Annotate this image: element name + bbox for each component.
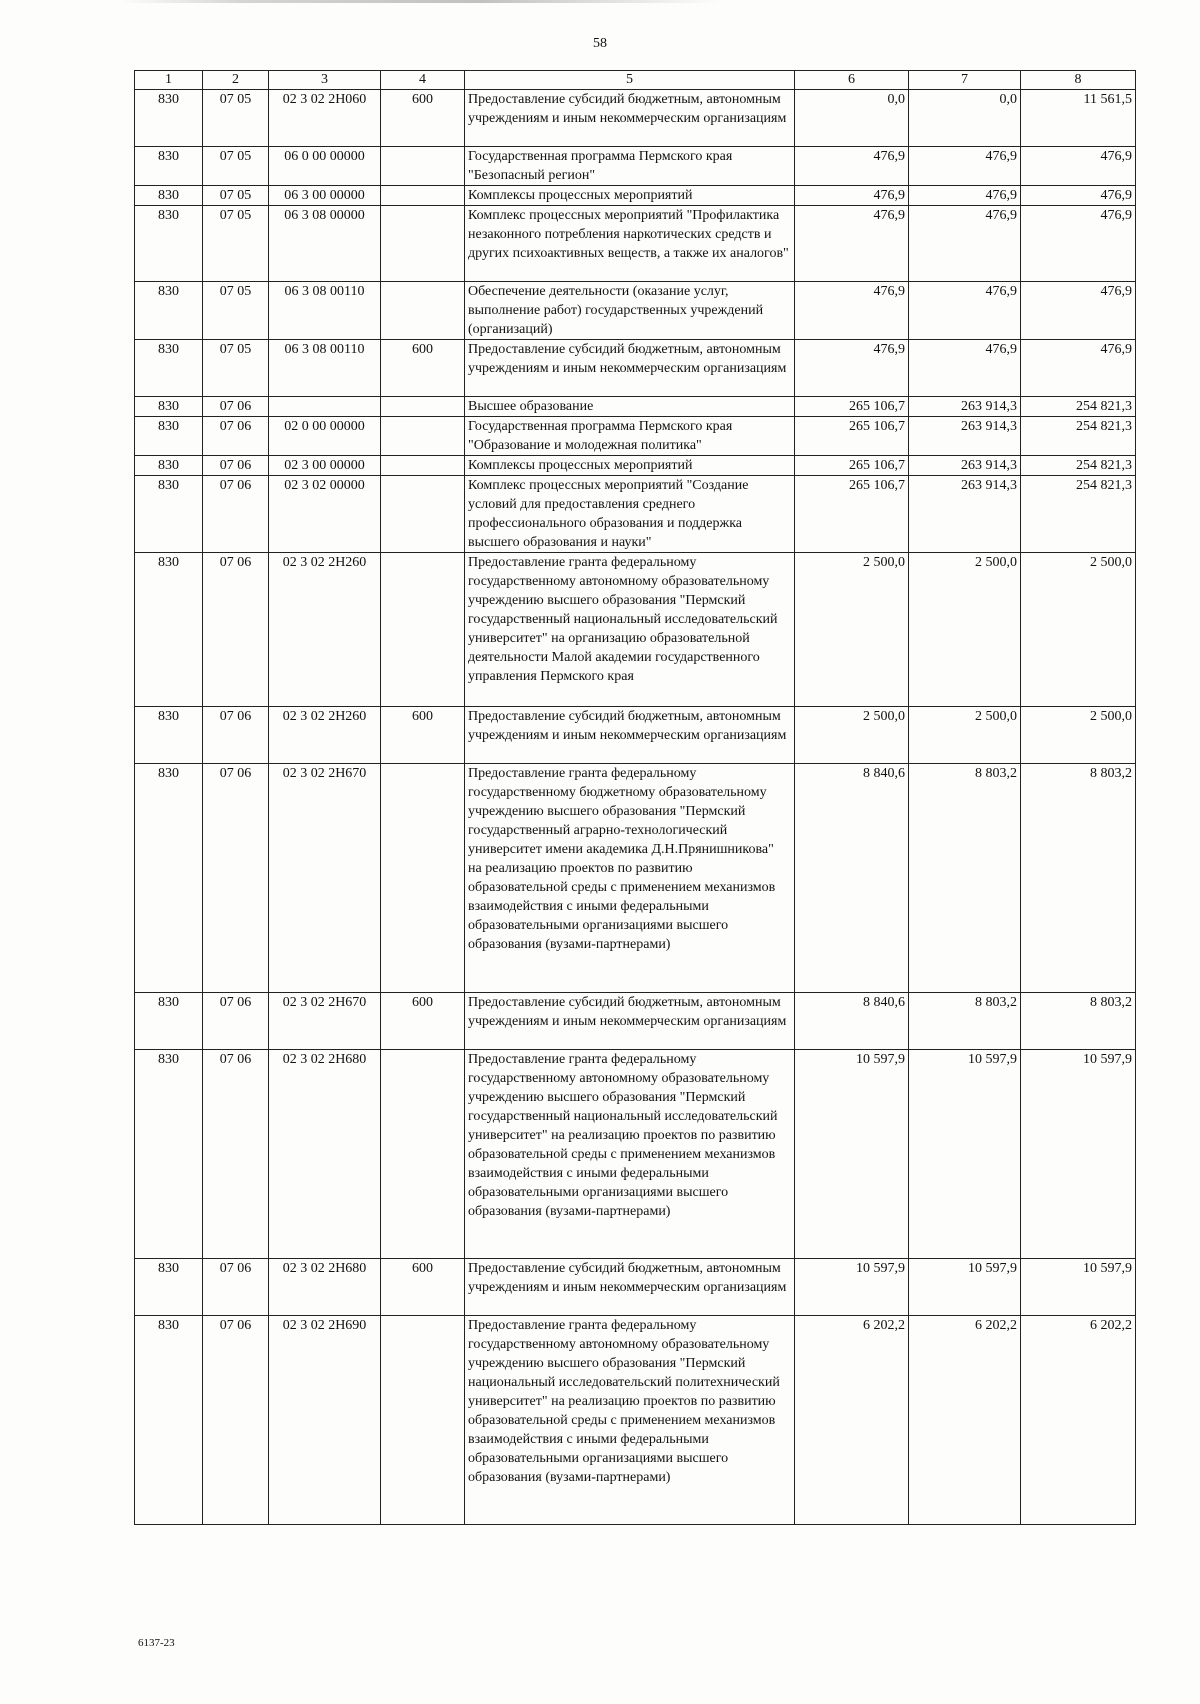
cell-amount-col6: 265 106,7	[795, 476, 909, 553]
cell-description: Высшее образование	[465, 397, 795, 417]
cell-target-article: 06 3 08 00000	[269, 206, 381, 282]
cell-section-code: 07 06	[203, 764, 269, 993]
cell-amount-col6: 265 106,7	[795, 397, 909, 417]
scan-edge-artifact	[120, 0, 720, 3]
cell-expense-type	[381, 764, 465, 993]
cell-amount-col6: 476,9	[795, 206, 909, 282]
cell-amount-col6: 476,9	[795, 340, 909, 397]
cell-amount-col8: 2 500,0	[1021, 707, 1136, 764]
cell-expense-type	[381, 186, 465, 206]
cell-ministry-code: 830	[135, 1050, 203, 1259]
table-row	[135, 1050, 1136, 1259]
cell-amount-col8: 8 803,2	[1021, 764, 1136, 993]
cell-description: Предоставление субсидий бюджетным, автономным учреждениям и иным некоммерческим организациям	[465, 993, 795, 1050]
cell-ministry-code: 830	[135, 340, 203, 397]
cell-amount-col6: 0,0	[795, 90, 909, 147]
cell-ministry-code: 830	[135, 553, 203, 707]
cell-ministry-code: 830	[135, 993, 203, 1050]
cell-ministry-code: 830	[135, 764, 203, 993]
cell-amount-col7: 2 500,0	[909, 553, 1021, 707]
table-row	[135, 90, 1136, 147]
cell-amount-col8: 254 821,3	[1021, 456, 1136, 476]
cell-section-code: 07 05	[203, 340, 269, 397]
cell-expense-type	[381, 1316, 465, 1525]
cell-target-article: 06 0 00 00000	[269, 147, 381, 186]
cell-amount-col8: 6 202,2	[1021, 1316, 1136, 1525]
cell-amount-col6: 476,9	[795, 147, 909, 186]
cell-amount-col7: 263 914,3	[909, 456, 1021, 476]
cell-amount-col7: 6 202,2	[909, 1316, 1021, 1525]
cell-expense-type: 600	[381, 90, 465, 147]
cell-expense-type: 600	[381, 707, 465, 764]
table-row	[135, 340, 1136, 397]
cell-expense-type: 600	[381, 993, 465, 1050]
cell-expense-type	[381, 206, 465, 282]
table-row	[135, 397, 1136, 417]
cell-target-article: 06 3 00 00000	[269, 186, 381, 206]
cell-amount-col7: 263 914,3	[909, 476, 1021, 553]
cell-amount-col7: 476,9	[909, 340, 1021, 397]
header-cell: 7	[909, 71, 1021, 90]
cell-amount-col7: 10 597,9	[909, 1050, 1021, 1259]
cell-section-code: 07 06	[203, 456, 269, 476]
cell-section-code: 07 06	[203, 707, 269, 764]
cell-target-article: 02 3 02 2Н680	[269, 1259, 381, 1316]
cell-section-code: 07 05	[203, 186, 269, 206]
cell-description: Предоставление гранта федеральному государственному бюджетному образовательному учреждению высшего образования "Пермский государственный аграрно-технологический университет имени академика Д.Н.Прянишникова" на реализацию проектов по развитию образовательной среды с применением механизмов взаимодействия с иными федеральными образовательными организациями высшего образования (вузами-партнерами)	[465, 764, 795, 993]
cell-description: Обеспечение деятельности (оказание услуг, выполнение работ) государственных учреждений (организаций)	[465, 282, 795, 340]
cell-amount-col7: 0,0	[909, 90, 1021, 147]
cell-section-code: 07 06	[203, 417, 269, 456]
cell-target-article: 02 3 02 2Н670	[269, 993, 381, 1050]
cell-ministry-code: 830	[135, 1259, 203, 1316]
cell-ministry-code: 830	[135, 456, 203, 476]
cell-section-code: 07 05	[203, 90, 269, 147]
cell-description: Предоставление субсидий бюджетным, автономным учреждениям и иным некоммерческим организациям	[465, 340, 795, 397]
table-row	[135, 1259, 1136, 1316]
cell-target-article: 02 0 00 00000	[269, 417, 381, 456]
cell-ministry-code: 830	[135, 1316, 203, 1525]
cell-amount-col6: 10 597,9	[795, 1050, 909, 1259]
cell-expense-type	[381, 147, 465, 186]
cell-section-code: 07 06	[203, 993, 269, 1050]
cell-target-article	[269, 397, 381, 417]
cell-description: Комплекс процессных мероприятий "Профилактика незаконного потребления наркотических средств и других психоактивных веществ, а также их аналогов"	[465, 206, 795, 282]
cell-target-article: 06 3 08 00110	[269, 340, 381, 397]
cell-ministry-code: 830	[135, 147, 203, 186]
cell-amount-col6: 265 106,7	[795, 417, 909, 456]
table-row	[135, 553, 1136, 707]
footer-code: 6137-23	[138, 1637, 175, 1649]
cell-description: Предоставление субсидий бюджетным, автономным учреждениям и иным некоммерческим организациям	[465, 1259, 795, 1316]
cell-amount-col8: 254 821,3	[1021, 417, 1136, 456]
cell-target-article: 02 3 02 2Н260	[269, 553, 381, 707]
cell-description: Предоставление гранта федеральному государственному автономному образовательному учреждению высшего образования "Пермский национальный исследовательский политехнический университет" на реализацию проектов по развитию образовательной среды с применением механизмов взаимодействия с иными федеральными образовательными организациями высшего образования (вузами-партнерами)	[465, 1316, 795, 1525]
cell-section-code: 07 06	[203, 1259, 269, 1316]
cell-ministry-code: 830	[135, 206, 203, 282]
cell-expense-type: 600	[381, 1259, 465, 1316]
cell-amount-col8: 8 803,2	[1021, 993, 1136, 1050]
table-row	[135, 206, 1136, 282]
header-cell: 2	[203, 71, 269, 90]
cell-expense-type	[381, 476, 465, 553]
cell-section-code: 07 06	[203, 1050, 269, 1259]
cell-section-code: 07 06	[203, 397, 269, 417]
cell-target-article: 06 3 08 00110	[269, 282, 381, 340]
cell-amount-col7: 263 914,3	[909, 417, 1021, 456]
cell-section-code: 07 05	[203, 206, 269, 282]
cell-amount-col8: 476,9	[1021, 282, 1136, 340]
cell-amount-col7: 2 500,0	[909, 707, 1021, 764]
cell-amount-col8: 2 500,0	[1021, 553, 1136, 707]
cell-expense-type	[381, 282, 465, 340]
table-row	[135, 764, 1136, 993]
cell-amount-col8: 476,9	[1021, 340, 1136, 397]
header-cell: 6	[795, 71, 909, 90]
cell-section-code: 07 06	[203, 553, 269, 707]
cell-amount-col8: 10 597,9	[1021, 1050, 1136, 1259]
cell-amount-col7: 476,9	[909, 186, 1021, 206]
cell-amount-col7: 8 803,2	[909, 993, 1021, 1050]
cell-amount-col6: 476,9	[795, 186, 909, 206]
table-row	[135, 186, 1136, 206]
cell-description: Комплексы процессных мероприятий	[465, 186, 795, 206]
cell-amount-col8: 254 821,3	[1021, 476, 1136, 553]
cell-amount-col6: 476,9	[795, 282, 909, 340]
cell-section-code: 07 05	[203, 147, 269, 186]
page-number: 58	[593, 36, 607, 51]
cell-amount-col6: 265 106,7	[795, 456, 909, 476]
cell-amount-col6: 2 500,0	[795, 707, 909, 764]
header-cell: 5	[465, 71, 795, 90]
cell-description: Предоставление гранта федеральному государственному автономному образовательному учреждению высшего образования "Пермский государственный национальный исследовательский университет" на реализацию проектов по развитию образовательной среды с применением механизмов взаимодействия с иными федеральными образовательными организациями высшего образования (вузами-партнерами)	[465, 1050, 795, 1259]
cell-ministry-code: 830	[135, 397, 203, 417]
cell-expense-type	[381, 456, 465, 476]
cell-amount-col6: 10 597,9	[795, 1259, 909, 1316]
cell-target-article: 02 3 02 2Н690	[269, 1316, 381, 1525]
cell-ministry-code: 830	[135, 90, 203, 147]
cell-amount-col6: 2 500,0	[795, 553, 909, 707]
table-header	[135, 71, 1136, 90]
header-row	[135, 71, 1136, 90]
cell-description: Государственная программа Пермского края "Безопасный регион"	[465, 147, 795, 186]
table-body	[135, 90, 1136, 1525]
header-cell: 1	[135, 71, 203, 90]
header-cell: 3	[269, 71, 381, 90]
cell-description: Предоставление субсидий бюджетным, автономным учреждениям и иным некоммерческим организациям	[465, 90, 795, 147]
cell-amount-col7: 476,9	[909, 282, 1021, 340]
cell-amount-col6: 8 840,6	[795, 993, 909, 1050]
cell-amount-col7: 476,9	[909, 206, 1021, 282]
budget-table	[134, 70, 1136, 1525]
header-cell: 4	[381, 71, 465, 90]
cell-expense-type	[381, 417, 465, 456]
cell-description: Предоставление субсидий бюджетным, автономным учреждениям и иным некоммерческим организациям	[465, 707, 795, 764]
cell-section-code: 07 06	[203, 1316, 269, 1525]
cell-amount-col8: 11 561,5	[1021, 90, 1136, 147]
cell-amount-col8: 476,9	[1021, 206, 1136, 282]
cell-amount-col6: 6 202,2	[795, 1316, 909, 1525]
cell-target-article: 02 3 02 2Н670	[269, 764, 381, 993]
cell-target-article: 02 3 02 2Н680	[269, 1050, 381, 1259]
table-row	[135, 147, 1136, 186]
table-row	[135, 417, 1136, 456]
cell-description: Комплексы процессных мероприятий	[465, 456, 795, 476]
cell-amount-col8: 476,9	[1021, 147, 1136, 186]
cell-target-article: 02 3 02 2Н260	[269, 707, 381, 764]
cell-section-code: 07 06	[203, 476, 269, 553]
table-row	[135, 1316, 1136, 1525]
cell-amount-col7: 476,9	[909, 147, 1021, 186]
cell-amount-col8: 254 821,3	[1021, 397, 1136, 417]
cell-ministry-code: 830	[135, 476, 203, 553]
table-row	[135, 707, 1136, 764]
cell-target-article: 02 3 02 2Н060	[269, 90, 381, 147]
cell-amount-col7: 8 803,2	[909, 764, 1021, 993]
cell-ministry-code: 830	[135, 186, 203, 206]
cell-target-article: 02 3 02 00000	[269, 476, 381, 553]
cell-ministry-code: 830	[135, 282, 203, 340]
cell-expense-type: 600	[381, 340, 465, 397]
cell-description: Предоставление гранта федеральному государственному автономному образовательному учреждению высшего образования "Пермский государственный национальный исследовательский университет" на организацию образовательной деятельности Малой академии государственного управления Пермского края	[465, 553, 795, 707]
table-row	[135, 456, 1136, 476]
cell-description: Комплекс процессных мероприятий "Создание условий для предоставления среднего профессионального образования и поддержка высшего образования и науки"	[465, 476, 795, 553]
cell-amount-col8: 476,9	[1021, 186, 1136, 206]
table-row	[135, 993, 1136, 1050]
cell-expense-type	[381, 553, 465, 707]
cell-amount-col8: 10 597,9	[1021, 1259, 1136, 1316]
cell-ministry-code: 830	[135, 417, 203, 456]
header-cell: 8	[1021, 71, 1136, 90]
cell-description: Государственная программа Пермского края "Образование и молодежная политика"	[465, 417, 795, 456]
cell-amount-col7: 10 597,9	[909, 1259, 1021, 1316]
table-row	[135, 476, 1136, 553]
cell-section-code: 07 05	[203, 282, 269, 340]
cell-amount-col6: 8 840,6	[795, 764, 909, 993]
cell-expense-type	[381, 397, 465, 417]
cell-target-article: 02 3 00 00000	[269, 456, 381, 476]
cell-expense-type	[381, 1050, 465, 1259]
table-row	[135, 282, 1136, 340]
cell-amount-col7: 263 914,3	[909, 397, 1021, 417]
cell-ministry-code: 830	[135, 707, 203, 764]
